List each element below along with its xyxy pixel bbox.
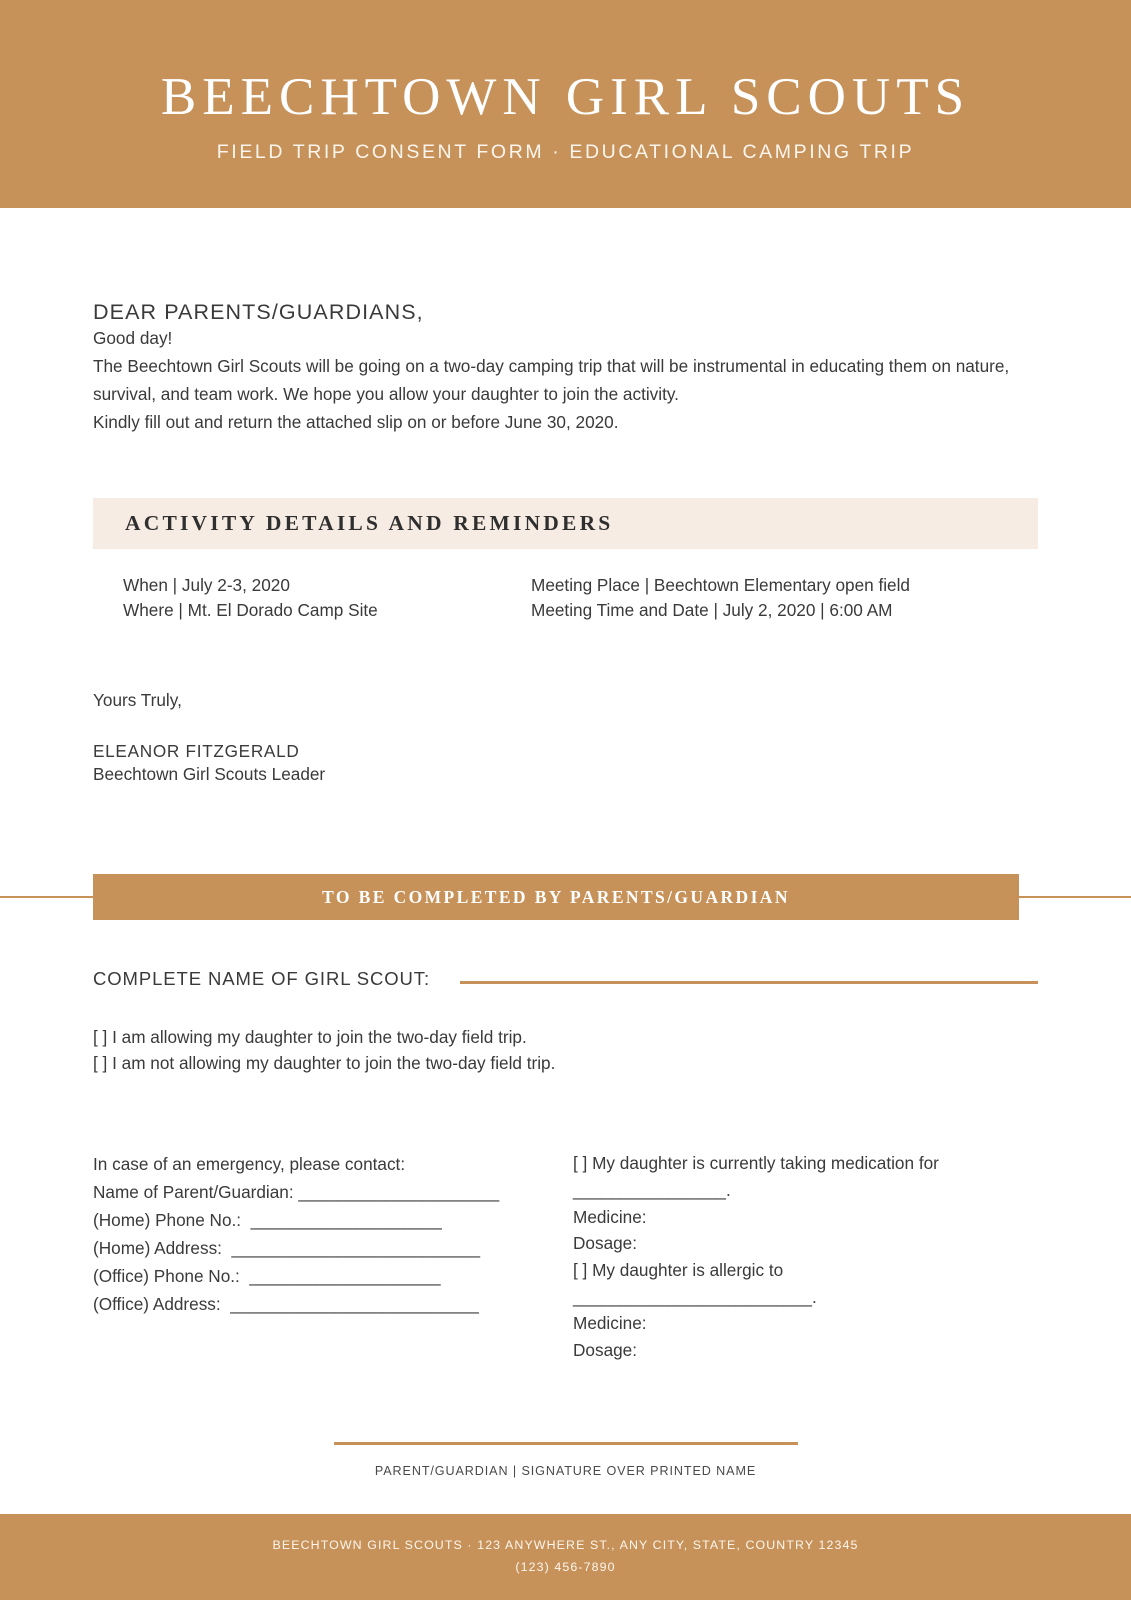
emergency-office-address-field[interactable]: (Office) Address: __________________________ <box>93 1294 479 1315</box>
activity-column-left <box>123 573 531 622</box>
medication-blank-field[interactable]: ________________. <box>573 1179 731 1200</box>
signoff-block <box>93 688 1038 788</box>
activity-when: When | July 2-3, 2020 <box>123 575 290 596</box>
consent-options <box>93 1024 1038 1076</box>
signoff-closing: Yours Truly, <box>93 690 182 711</box>
signoff-role: Beechtown Girl Scouts Leader <box>93 764 326 785</box>
instruction-paragraph: Kindly fill out and return the attached slip on or before June 30, 2020. <box>93 411 619 432</box>
document-subtitle: FIELD TRIP CONSENT FORM · EDUCATIONAL CAMPING TRIP <box>216 141 915 164</box>
activity-column-right <box>531 573 1038 622</box>
scout-name-input[interactable] <box>460 981 1038 984</box>
medication-dosage-field[interactable]: Dosage: <box>573 1233 638 1254</box>
document-body <box>0 300 1131 788</box>
consent-deny-checkbox[interactable]: [ ] I am not allowing my daughter to join the two-day field trip. <box>93 1053 556 1074</box>
emergency-medical-grid <box>93 1150 1038 1363</box>
emergency-home-address-field[interactable]: (Home) Address: __________________________ <box>93 1238 481 1259</box>
scout-name-row <box>93 968 1038 990</box>
allergy-blank-field[interactable]: _________________________. <box>573 1286 817 1307</box>
parent-section-band-wrap <box>0 874 1131 920</box>
signoff-name: ELEANOR FITZGERALD <box>93 741 300 762</box>
allergy-medicine-field[interactable]: Medicine: <box>573 1313 647 1334</box>
document-header <box>0 0 1131 208</box>
activity-meeting-time: Meeting Time and Date | July 2, 2020 | 6:00 AM <box>531 599 893 620</box>
greeting-paragraph: Good day! <box>93 328 173 348</box>
activity-meeting-place: Meeting Place | Beechtown Elementary open field <box>531 575 910 596</box>
medication-medicine-field[interactable]: Medicine: <box>573 1206 647 1227</box>
activity-details-title: ACTIVITY DETAILS AND REMINDERS <box>125 511 614 536</box>
emergency-contact-column <box>93 1150 573 1363</box>
emergency-office-phone-field[interactable]: (Office) Phone No.: ____________________ <box>93 1266 441 1287</box>
medical-column <box>573 1150 1038 1363</box>
intro-paragraph: The Beechtown Girl Scouts will be going on a two-day camping trip that will be instrumental in educating them on nature, survival, and team work. We hope you allow your daughter to join the activity. <box>93 355 1010 404</box>
activity-details-band <box>93 498 1038 549</box>
parent-section-band <box>93 874 1019 920</box>
footer-address: BEECHTOWN GIRL SCOUTS · 123 ANYWHERE ST., ANY CITY, STATE, COUNTRY 12345 <box>272 1538 859 1553</box>
parent-section-title: TO BE COMPLETED BY PARENTS/GUARDIAN <box>322 886 790 907</box>
document-footer <box>0 1514 1131 1600</box>
activity-where: Where | Mt. El Dorado Camp Site <box>123 599 378 620</box>
signature-block <box>93 1442 1038 1478</box>
emergency-parent-name-field[interactable]: Name of Parent/Guardian: _____________________ <box>93 1182 500 1203</box>
activity-details-grid <box>93 573 1038 622</box>
scout-name-label: COMPLETE NAME OF GIRL SCOUT: <box>93 968 430 990</box>
allergy-checkbox[interactable]: [ ] My daughter is allergic to <box>573 1259 784 1280</box>
emergency-home-phone-field[interactable]: (Home) Phone No.: ____________________ <box>93 1210 442 1231</box>
organization-title: BEECHTOWN GIRL SCOUTS <box>160 67 971 126</box>
signature-caption: PARENT/GUARDIAN | SIGNATURE OVER PRINTED NAME <box>374 1463 757 1478</box>
parent-section-body <box>0 968 1131 1478</box>
medication-checkbox[interactable]: [ ] My daughter is currently taking medication for <box>573 1153 939 1174</box>
signature-line[interactable] <box>334 1442 798 1445</box>
footer-phone: (123) 456-7890 <box>515 1560 616 1574</box>
salutation: DEAR PARENTS/GUARDIANS, <box>93 300 424 324</box>
allergy-dosage-field[interactable]: Dosage: <box>573 1339 638 1360</box>
consent-allow-checkbox[interactable]: [ ] I am allowing my daughter to join the two-day field trip. <box>93 1027 527 1048</box>
emergency-intro: In case of an emergency, please contact: <box>93 1154 406 1175</box>
